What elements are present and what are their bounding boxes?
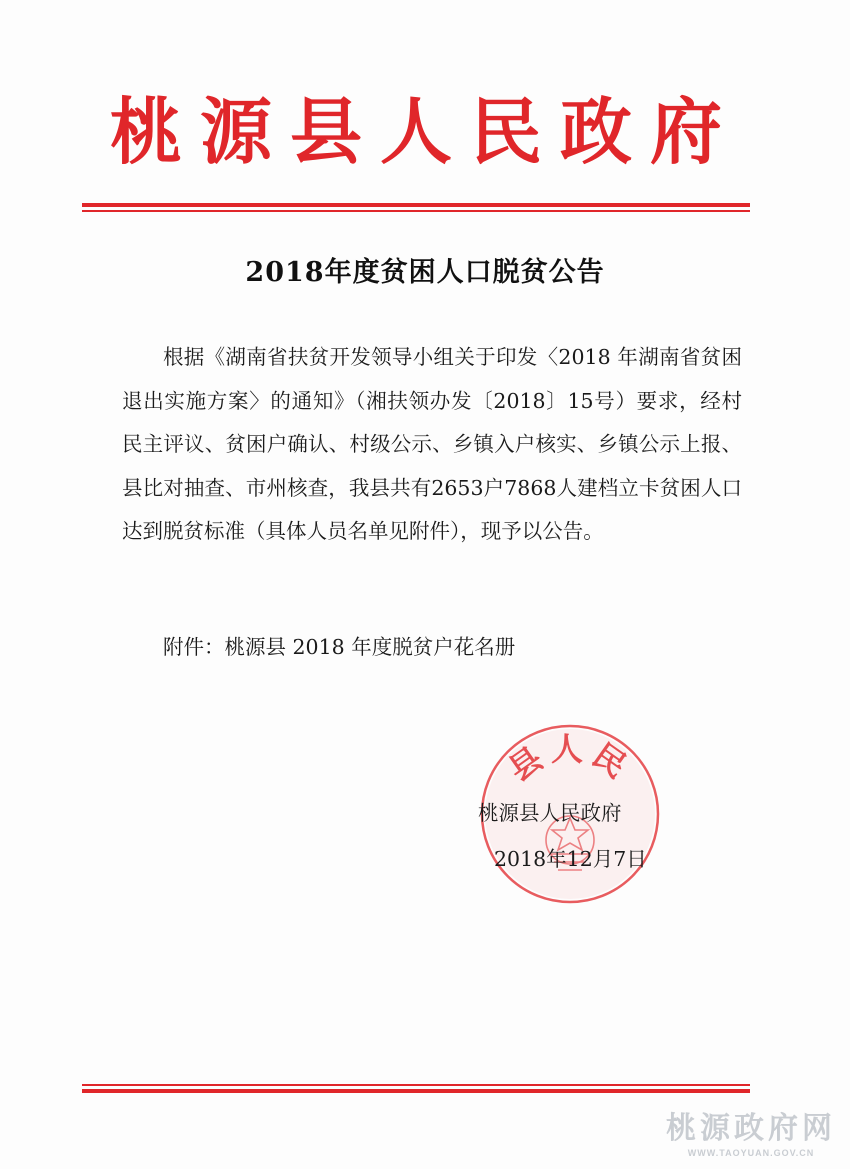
site-watermark bbox=[666, 1111, 836, 1158]
issue-date: 2018年12月7日 bbox=[494, 847, 647, 871]
masthead-title: 桃源县人民政府 bbox=[109, 89, 740, 174]
document-title: 2018年度贫困人口脱贫公告 bbox=[245, 257, 605, 288]
attachment-line: 附件：桃源县 2018 年度脱贫户花名册 bbox=[163, 635, 516, 659]
watermark-url: WWW.TAOYUAN.GOV.CN bbox=[687, 1148, 815, 1158]
footer-rule-thick bbox=[82, 1089, 750, 1093]
footer-rule-thin bbox=[82, 1084, 750, 1086]
watermark-name: 桃源政府网 bbox=[666, 1111, 836, 1146]
seal-text: 县人民 bbox=[501, 730, 639, 789]
issuer-name: 桃源县人民政府 bbox=[478, 801, 622, 825]
header-rule-thick bbox=[82, 203, 750, 207]
document-body: 根据《湖南省扶贫开发领导小组关于印发〈2018 年湖南省贫困退出实施方案〉的通知》（湘扶领办发〔2018〕15号）要求，经村民主评议、贫困户确认、村级公示、乡镇入户核实、乡镇公示上报、县比对抽查、市州核查，我县共有2653户7868人建档立卡贫困人口达到脱贫标准（具体人员名单见附件），现予以公告。 bbox=[122, 345, 742, 543]
header-rule-thin bbox=[82, 210, 750, 212]
